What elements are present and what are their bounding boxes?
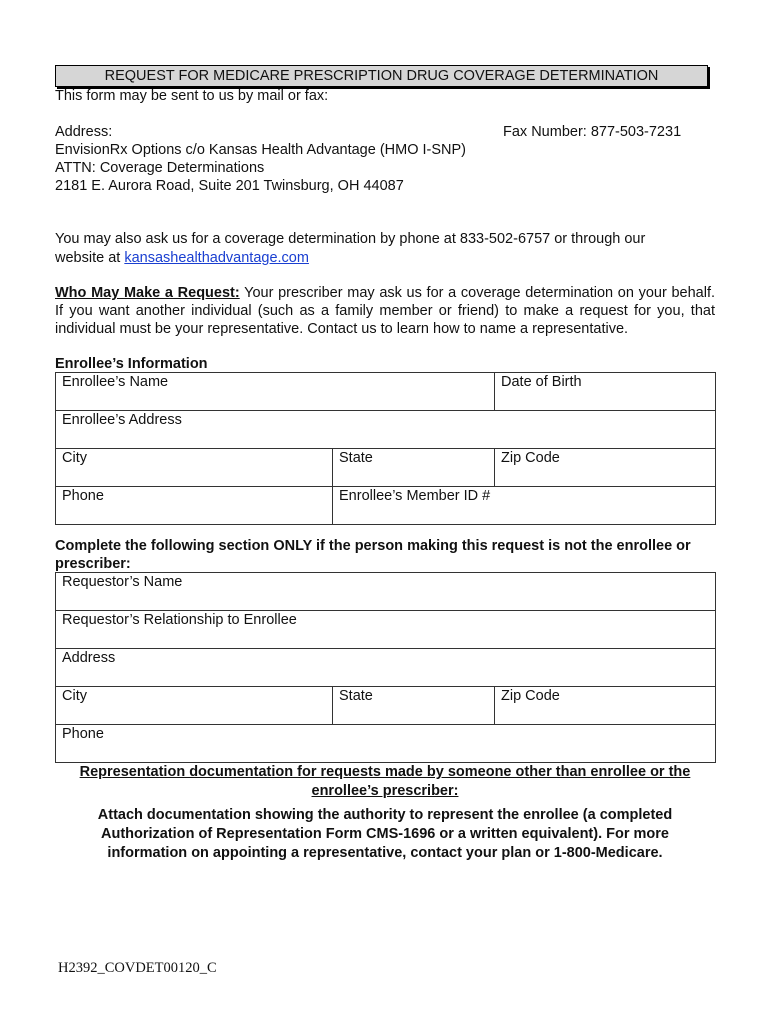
requestor-zip-label: Zip Code bbox=[501, 688, 560, 704]
who-may-request-heading: Who May Make a Request: bbox=[55, 285, 240, 301]
date-of-birth-field[interactable] bbox=[495, 373, 716, 411]
requestor-relationship-label: Requestor’s Relationship to Enrollee bbox=[62, 612, 297, 628]
requestor-phone-field[interactable] bbox=[56, 725, 716, 763]
requestor-address-field[interactable] bbox=[56, 649, 716, 687]
enrollee-phone-label: Phone bbox=[62, 488, 104, 504]
fax-number: Fax Number: 877-503-7231 bbox=[503, 124, 682, 140]
form-code-footer: H2392_COVDET00120_C bbox=[58, 960, 217, 976]
requestor-state-label: State bbox=[339, 688, 373, 704]
requestor-phone-label: Phone bbox=[62, 726, 104, 742]
enrollee-address-label: Enrollee’s Address bbox=[62, 412, 182, 428]
enrollee-name-field[interactable] bbox=[56, 373, 495, 411]
enrollee-address-field[interactable] bbox=[56, 411, 716, 449]
requestor-name-label: Requestor’s Name bbox=[62, 574, 183, 590]
who-may-request-text: Your prescriber may ask us for a coverage determination on your behalf. If you want another individual (such as a family member or friend) to make a request for you, that individual must be your representative. Contact us to learn how to name a representative. bbox=[55, 285, 715, 337]
enrollee-phone-field[interactable] bbox=[56, 487, 333, 525]
enrollee-state-field[interactable] bbox=[333, 449, 495, 487]
website-prefix: website at bbox=[55, 250, 125, 266]
enrollee-member-id-field[interactable] bbox=[333, 487, 716, 525]
requestor-section-heading: Complete the following section ONLY if the person making this request is not the enrollee or prescriber: bbox=[55, 538, 691, 572]
address-line-3: 2181 E. Aurora Road, Suite 201 Twinsburg, OH 44087 bbox=[55, 178, 404, 194]
requestor-relationship-field[interactable] bbox=[56, 611, 716, 649]
representation-body: Attach documentation showing the authority to represent the enrollee (a completed Authorization of Representation Form CMS-1696 or a written equivalent). For more information on appointing a representative, contact your plan or 1-800-Medicare. bbox=[97, 807, 673, 861]
representation-heading: Representation documentation for requests made by someone other than enrollee or the enrollee’s prescriber: bbox=[79, 764, 691, 799]
intro-text: This form may be sent to us by mail or fax: bbox=[55, 88, 329, 104]
enrollee-info-table bbox=[55, 372, 716, 525]
requestor-name-field[interactable] bbox=[56, 573, 716, 611]
enrollee-name-label: Enrollee’s Name bbox=[62, 374, 169, 390]
requestor-address-label: Address bbox=[62, 650, 116, 666]
address-label: Address: bbox=[55, 124, 113, 140]
enrollee-member-id-label: Enrollee’s Member ID # bbox=[339, 488, 491, 504]
requestor-info-table bbox=[55, 572, 716, 763]
requestor-zip-field[interactable] bbox=[495, 687, 716, 725]
form-title: REQUEST FOR MEDICARE PRESCRIPTION DRUG COVERAGE DETERMINATION bbox=[55, 65, 708, 87]
requestor-city-field[interactable] bbox=[56, 687, 333, 725]
address-line-2: ATTN: Coverage Determinations bbox=[55, 160, 265, 176]
enrollee-state-label: State bbox=[339, 450, 373, 466]
who-may-request-paragraph bbox=[55, 284, 715, 338]
website-link[interactable]: kansashealthadvantage.com bbox=[124, 250, 309, 266]
requestor-state-field[interactable] bbox=[333, 687, 495, 725]
date-of-birth-label: Date of Birth bbox=[501, 374, 582, 390]
enrollee-zip-label: Zip Code bbox=[501, 450, 560, 466]
enrollee-section-heading: Enrollee’s Information bbox=[55, 356, 208, 372]
phone-paragraph-line-2 bbox=[55, 250, 309, 266]
enrollee-city-label: City bbox=[62, 450, 87, 466]
address-line-1: EnvisionRx Options c/o Kansas Health Advantage (HMO I-SNP) bbox=[55, 142, 467, 158]
phone-paragraph-line-1: You may also ask us for a coverage determination by phone at 833-502-6757 or through our bbox=[55, 231, 646, 247]
enrollee-city-field[interactable] bbox=[56, 449, 333, 487]
enrollee-zip-field[interactable] bbox=[495, 449, 716, 487]
requestor-city-label: City bbox=[62, 688, 87, 704]
